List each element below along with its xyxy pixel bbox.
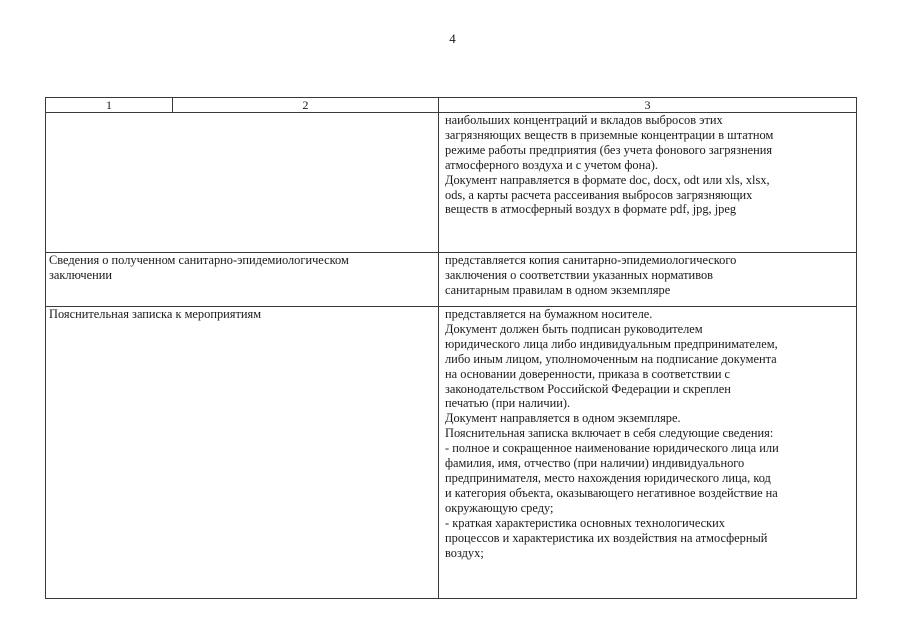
table-row xyxy=(46,253,857,307)
text-line: заключении xyxy=(49,267,113,282)
page-number: 4 xyxy=(449,31,456,46)
text-line: режиме работы предприятия (без учета фонового загрязнения xyxy=(445,142,773,157)
text-line: законодательством Российской Федерации и скреплен xyxy=(445,381,731,396)
text-line: наибольших концентраций и вкладов выбросов этих xyxy=(445,113,723,127)
text-line: атмосферного воздуха и с учетом фона). xyxy=(445,157,658,172)
text-line: ods, а карты расчета рассеивания выбросов загрязняющих xyxy=(445,187,753,202)
row-2-right-cell xyxy=(439,253,857,307)
text-line: окружающую среду; xyxy=(445,500,554,515)
text-line: Документ направляется в одном экземпляре. xyxy=(445,411,681,426)
document-table xyxy=(45,97,857,599)
table-row xyxy=(46,307,857,599)
column-header-3: 3 xyxy=(439,98,857,113)
text-line: юридического лица либо индивидуальным предпринимателем, xyxy=(445,336,778,351)
text-line: печатью (при наличии). xyxy=(445,396,571,411)
row-3-left-cell xyxy=(46,307,439,599)
text-line: Пояснительная записка включает в себя следующие сведения: xyxy=(445,426,774,441)
row-1-right-cell xyxy=(439,113,857,253)
text-line: загрязняющих веществ в приземные концентрации в штатном xyxy=(445,127,774,142)
text-line: санитарным правилам в одном экземпляре xyxy=(445,282,671,297)
column-header-2: 2 xyxy=(173,98,439,113)
text-line: - краткая характеристика основных технологических xyxy=(445,515,725,530)
text-line: Пояснительная записка к мероприятиям xyxy=(49,307,262,321)
text-line: Документ должен быть подписан руководителем xyxy=(445,321,703,336)
text-line: предпринимателя, место нахождения юридического лица, код xyxy=(445,470,771,485)
text-line: фамилия, имя, отчество (при наличии) индивидуального xyxy=(445,456,745,471)
text-line: представляется на бумажном носителе. xyxy=(445,307,653,321)
text-line: либо иным лицом, уполномоченным на подписание документа xyxy=(445,351,777,366)
text-line: - полное и сокращенное наименование юридического лица или xyxy=(445,441,779,456)
text-line: веществ в атмосферный воздух в формате pdf, jpg, jpeg xyxy=(445,202,737,217)
text-line: Сведения о полученном санитарно-эпидемиологическом xyxy=(49,253,349,267)
text-line: представляется копия санитарно-эпидемиологического xyxy=(445,253,737,267)
row-3-right-cell xyxy=(439,307,857,599)
text-line: воздух; xyxy=(445,545,484,560)
text-line: заключения о соответствии указанных нормативов xyxy=(445,267,714,282)
text-line: процессов и характеристика их воздействия на атмосферный xyxy=(445,530,768,545)
row-1-left-cell xyxy=(46,113,439,253)
text-line: Документ направляется в формате doc, docx, odt или xls, xlsx, xyxy=(445,172,770,187)
table-header-row xyxy=(46,98,857,113)
text-line: на основании доверенности, приказа в соответствии с xyxy=(445,366,731,381)
text-line: и категория объекта, оказывающего негативное воздействие на xyxy=(445,485,778,500)
column-header-1: 1 xyxy=(46,98,173,113)
row-2-left-cell xyxy=(46,253,439,307)
table-row xyxy=(46,113,857,253)
